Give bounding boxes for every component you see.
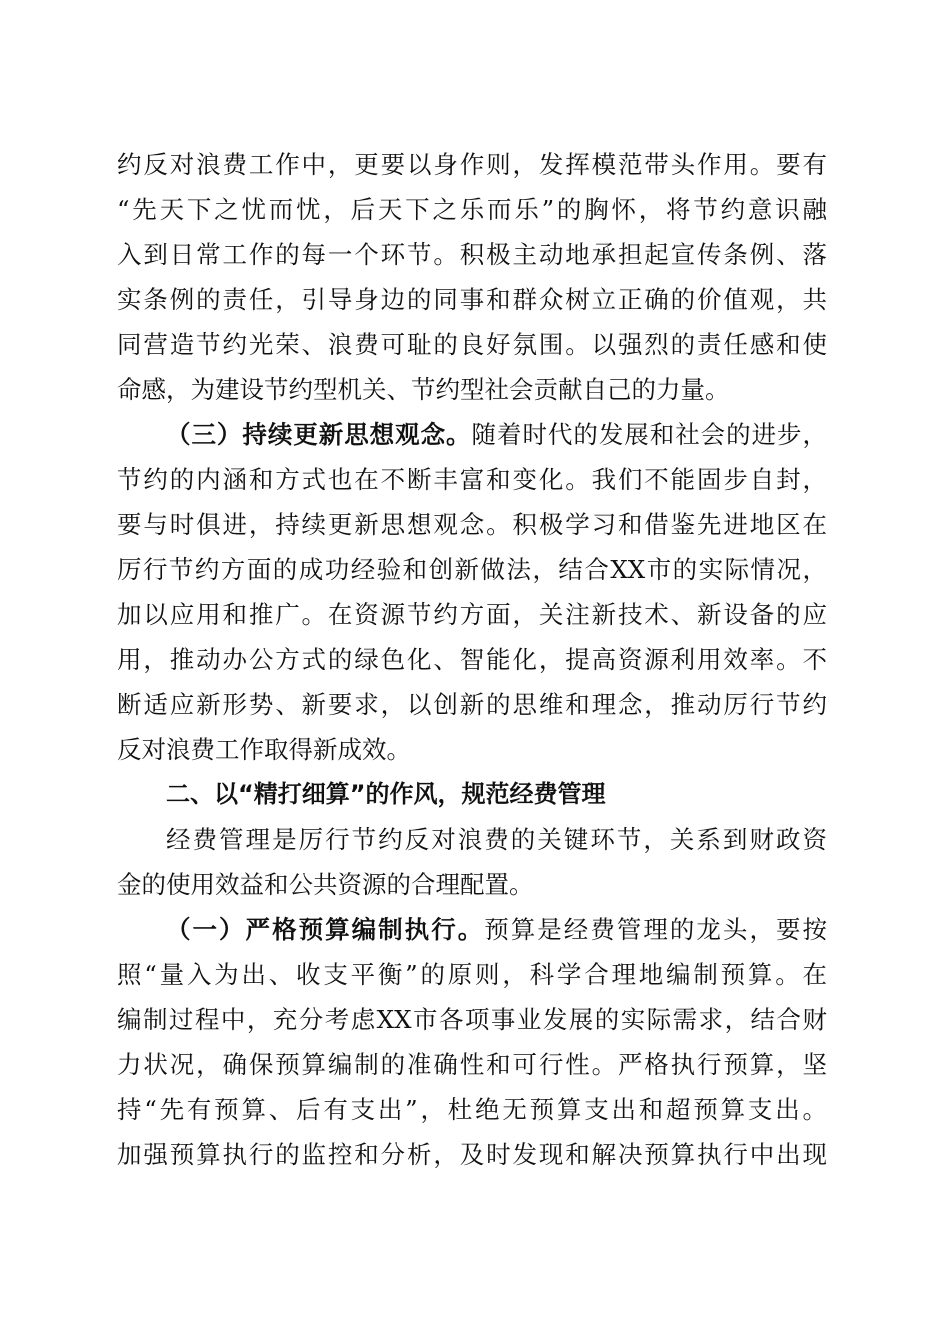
paragraph-section-3 (117, 412, 827, 772)
text-line: 加以应用和推广。在资源节约方面，关注新技术、新设备的应 (117, 600, 827, 629)
text-run: 预算是经费管理的龙头，要按 (484, 915, 827, 944)
text-line: 反对浪费工作取得新成效。 (117, 735, 411, 764)
text-line (117, 412, 827, 457)
text-line: 金的使用效益和公共资源的合理配置。 (117, 870, 534, 899)
text-line: 用，推动办公方式的绿色化、智能化，提高资源利用效率。不 (117, 645, 827, 674)
text-line: 实条例的责任，引导身边的同事和群众树立正确的价值观，共 (117, 285, 827, 314)
text-line: 断适应新形势、新要求，以创新的思维和理念，推动厉行节约 (117, 690, 827, 719)
text-run: 随着时代的发展和社会的进步， (471, 420, 828, 449)
text-line: “先天下之忧而忧，后天下之乐而乐”的胸怀，将节约意识融 (117, 195, 827, 224)
document-body (117, 142, 827, 1177)
text-line: 约反对浪费工作中，更要以身作则，发挥模范带头作用。要有 (117, 150, 827, 179)
text-line: 力状况，确保预算编制的准确性和可行性。严格执行预算，坚 (117, 1050, 827, 1079)
text-line: 厉行节约方面的成功经验和创新做法，结合XX市的实际情况， (117, 555, 827, 584)
text-line: 要与时俱进，持续更新思想观念。积极学习和借鉴先进地区在 (117, 510, 827, 539)
text-line (117, 907, 827, 952)
text-line: 同营造节约光荣、浪费可耻的良好氛围。以强烈的责任感和使 (117, 330, 827, 359)
section-heading-text: 二、以“精打细算”的作风，规范经费管理 (166, 780, 606, 808)
text-line: 经费管理是厉行节约反对浪费的关键环节，关系到财政资 (166, 825, 827, 854)
subsection-title: （三）持续更新思想观念。 (166, 420, 472, 449)
paragraph-intro (117, 817, 827, 907)
paragraph-continuation (117, 142, 827, 412)
text-line: 编制过程中，充分考虑XX市各项事业发展的实际需求，结合财 (117, 1005, 827, 1034)
text-line: 入到日常工作的每一个环节。积极主动地承担起宣传条例、落 (117, 240, 827, 269)
text-line: 持“先有预算、后有支出”，杜绝无预算支出和超预算支出。 (117, 1095, 827, 1124)
text-line: 照“量入为出、收支平衡”的原则，科学合理地编制预算。在 (117, 960, 827, 989)
text-line: 命感，为建设节约型机关、节约型社会贡献自己的力量。 (117, 375, 730, 404)
text-line: 加强预算执行的监控和分析，及时发现和解决预算执行中出现 (117, 1140, 827, 1169)
paragraph-section-1 (117, 907, 827, 1177)
subsection-title: （一）严格预算编制执行。 (166, 915, 485, 944)
text-line: 节约的内涵和方式也在不断丰富和变化。我们不能固步自封， (117, 465, 827, 494)
section-heading (117, 772, 827, 817)
